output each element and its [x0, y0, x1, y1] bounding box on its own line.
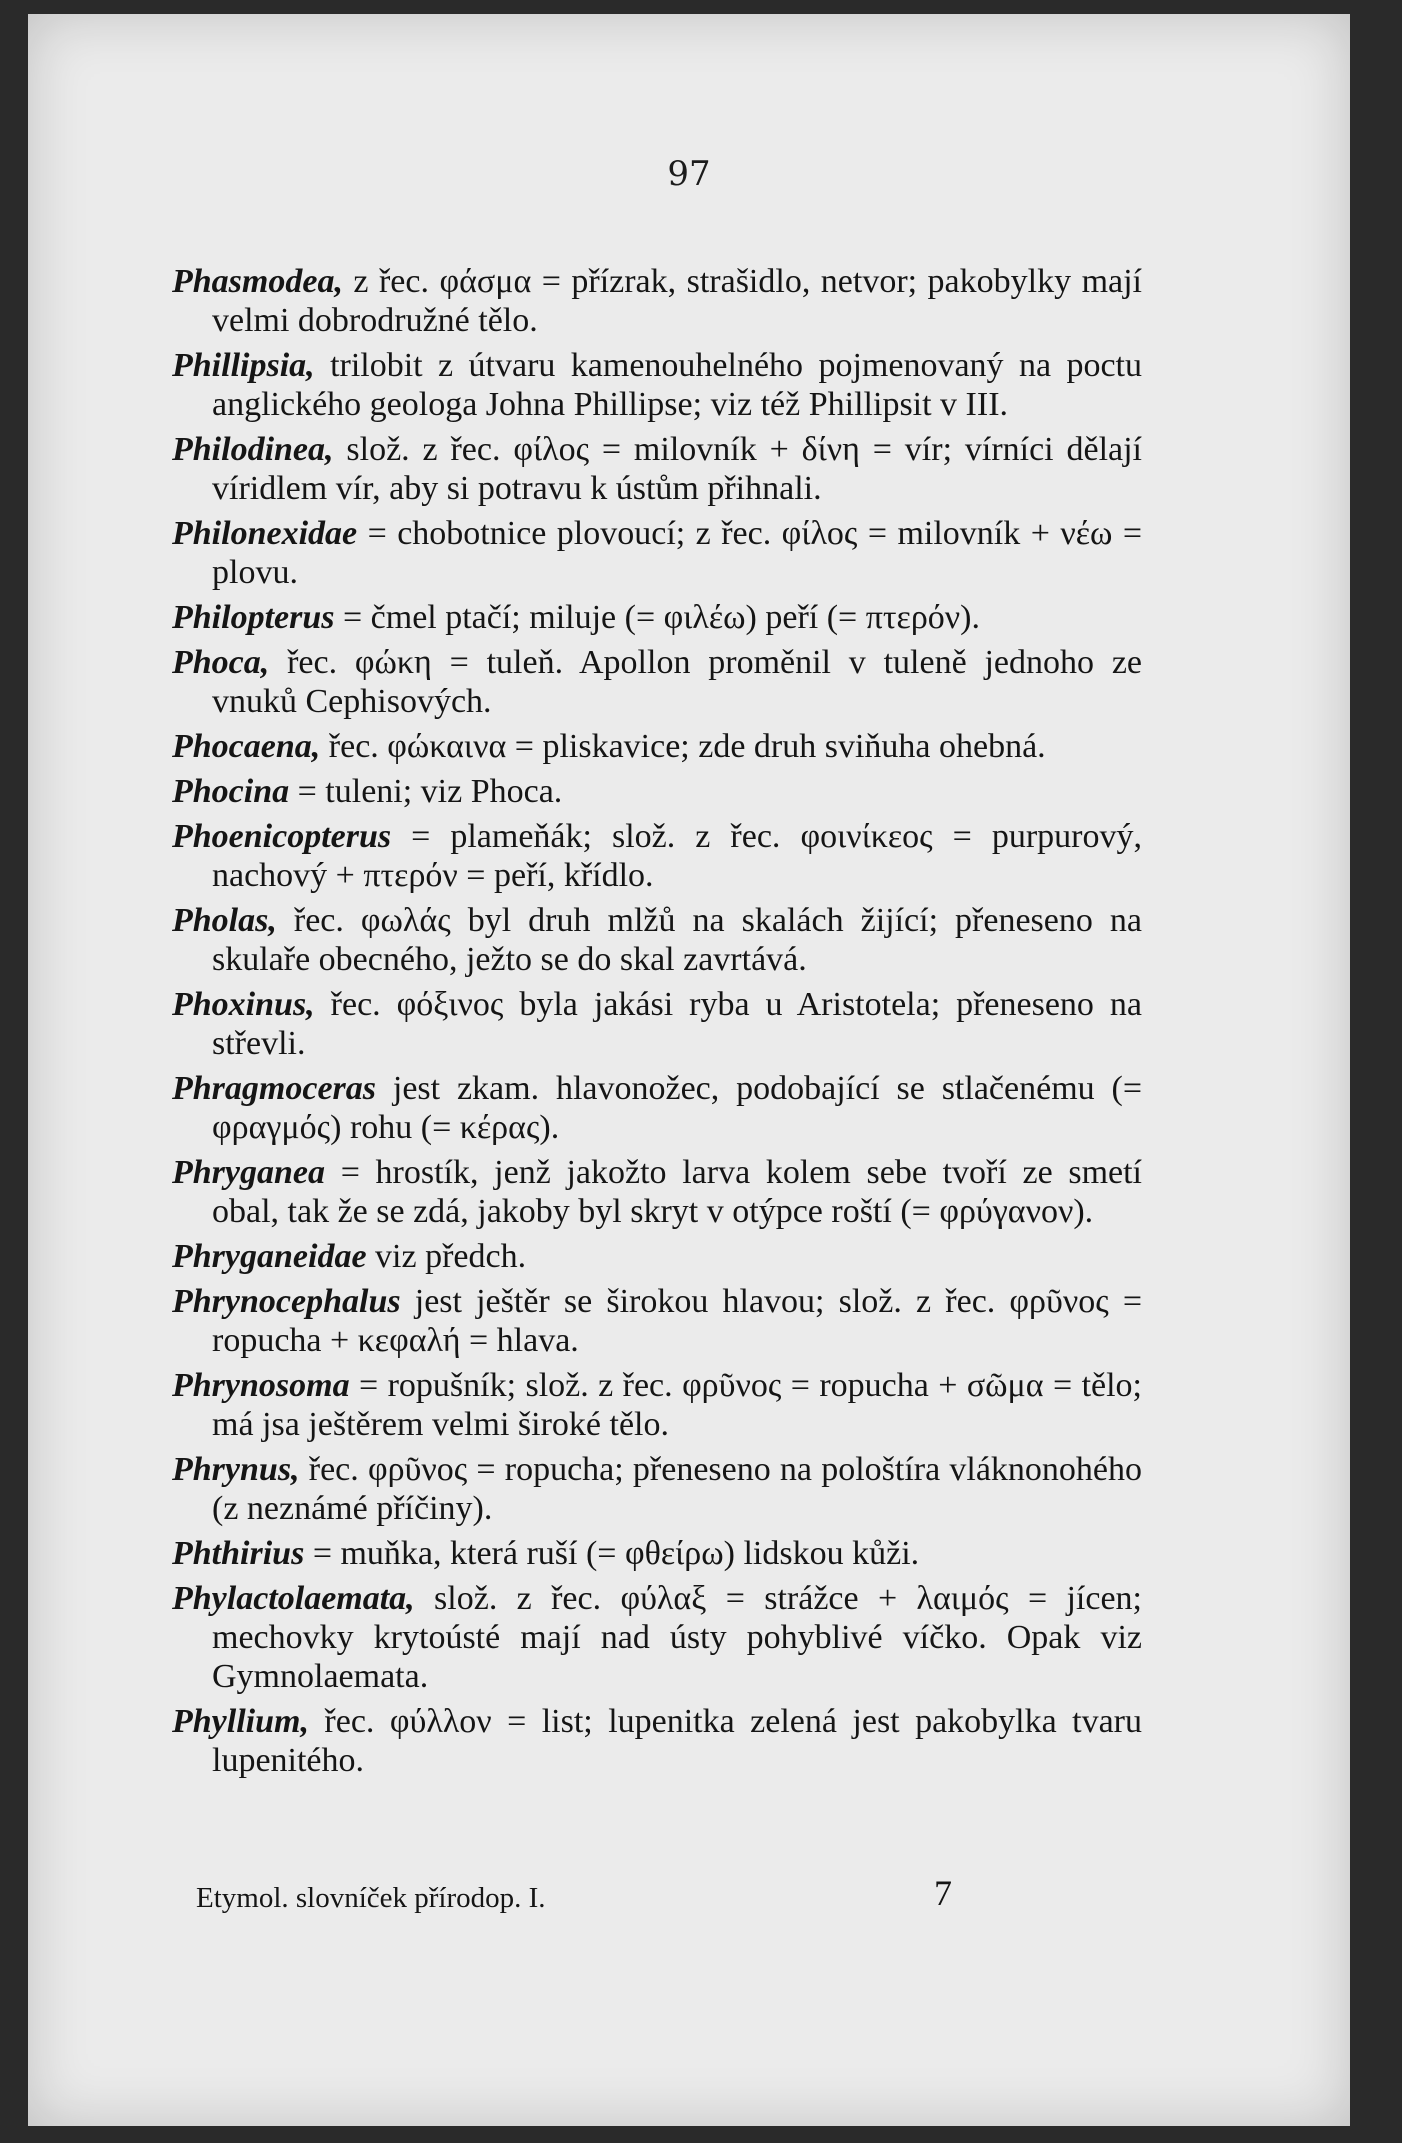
entry-headword: Phrynus,	[172, 1451, 300, 1488]
entry-text: viz předch.	[375, 1238, 527, 1275]
entry-headword: Phylactolaemata,	[172, 1580, 415, 1617]
signature-mark: 7	[934, 1873, 952, 1913]
entry-headword: Phrynocephalus	[172, 1283, 401, 1320]
entry-headword: Philodinea,	[172, 431, 334, 468]
dictionary-entry	[172, 1579, 1142, 1696]
entry-headword: Phryganea	[172, 1154, 325, 1191]
dictionary-entry	[172, 598, 1142, 637]
dictionary-entry	[172, 1534, 1142, 1573]
entry-headword: Phocina	[172, 773, 290, 810]
entry-headword: Phillipsia,	[172, 347, 315, 384]
entry-headword: Philopterus	[172, 599, 335, 636]
entry-text: řec. φόξινος byla jakási ryba u Aristotela; přeneseno na střevli.	[212, 986, 1142, 1062]
entry-headword: Phoca,	[172, 644, 270, 681]
page-number: 97	[667, 154, 711, 194]
entry-text: řec. φώκαινα = pliskavice; zde druh sviňuha ohebná.	[328, 728, 1046, 765]
dictionary-entry	[172, 817, 1142, 895]
page-footer-title: Etymol. slovníček přírodop. I.	[196, 1882, 546, 1914]
entry-headword: Phoenicopterus	[172, 818, 392, 855]
dictionary-entry	[172, 430, 1142, 508]
dictionary-entries	[172, 262, 1142, 1786]
entry-text: = hrostík, jenž jakožto larva kolem sebe tvoří ze smetí obal, tak že se zdá, jakoby byl skryt v otýpce roští (= φρύγανον).	[212, 1154, 1143, 1230]
entry-headword: Phocaena,	[172, 728, 321, 765]
dictionary-entry	[172, 1450, 1142, 1528]
entry-headword: Phryganeidae	[172, 1238, 367, 1275]
entry-text: slož. z řec. φίλος = milovník + δίνη = vír; vírníci dělají víridlem vír, aby si potravu k ústům přihnali.	[212, 431, 1143, 507]
entry-text: slož. z řec. φύλαξ = strážce + λαιμός = jícen; mechovky krytoústé mají nad ústy pohyblivé víčko. Opak viz Gymnolaemata.	[212, 1580, 1143, 1695]
entry-text: trilobit z útvaru kamenouhelného pojmenovaný na poctu anglického geologa Johna Phillipse; viz též Phillipsit v III.	[212, 347, 1143, 423]
entry-headword: Phthirius	[172, 1535, 305, 1572]
entry-text: z řec. φάσμα = přízrak, strašidlo, netvor; pakobylky mají velmi dobrodružné tělo.	[212, 263, 1142, 339]
dictionary-entry	[172, 1366, 1142, 1444]
dictionary-entry	[172, 262, 1142, 340]
entry-text: jest zkam. hlavonožec, podobající se stlačenému (= φραγμός) rohu (= κέρας).	[212, 1070, 1142, 1146]
dictionary-entry	[172, 1153, 1142, 1231]
entry-headword: Pholas,	[172, 902, 277, 939]
dictionary-entry	[172, 772, 1142, 811]
dictionary-entry	[172, 1702, 1142, 1780]
entry-headword: Phyllium,	[172, 1703, 309, 1740]
entry-text: řec. φώκη = tuleň. Apollon proměnil v tuleně jednoho ze vnuků Cephisových.	[212, 644, 1143, 720]
entry-headword: Phasmodea,	[172, 263, 343, 300]
entry-text: = chobotnice plovoucí; z řec. φίλος = milovník + νέω = plovu.	[212, 515, 1142, 591]
dictionary-entry	[172, 1069, 1142, 1147]
book-page	[28, 14, 1350, 2126]
entry-headword: Phrynosoma	[172, 1367, 350, 1404]
entry-text: = muňka, která ruší (= φθείρω) lidskou kůži.	[312, 1535, 920, 1572]
dictionary-entry	[172, 346, 1142, 424]
entry-text: jest ještěr se širokou hlavou; slož. z řec. φρῦνος = ropucha + κεφαλή = hlava.	[212, 1283, 1143, 1359]
dictionary-entry	[172, 985, 1142, 1063]
entry-text: = plameňák; slož. z řec. φοινίκεος = purpurový, nachový + πτερόν = peří, křídlo.	[212, 818, 1142, 894]
entry-text: řec. φρῦνος = ropucha; přeneseno na pološtíra vláknonohého (z neznámé příčiny).	[212, 1451, 1143, 1527]
entry-text: = čmel ptačí; miluje (= φιλέω) peří (= πτερόν).	[342, 599, 980, 636]
dictionary-entry	[172, 901, 1142, 979]
entry-text: řec. φύλλον = list; lupenitka zelená jest pakobylka tvaru lupenitého.	[212, 1703, 1143, 1779]
entry-headword: Philonexidae	[172, 515, 358, 552]
entry-text: řec. φωλάς byl druh mlžů na skalách žijící; přeneseno na skulaře obecného, ježto se do skal zavrtává.	[212, 902, 1142, 978]
dictionary-entry	[172, 727, 1142, 766]
dictionary-entry	[172, 1282, 1142, 1360]
entry-text: = ropušník; slož. z řec. φρῦνος = ropucha + σῶμα = tělo; má jsa ještěrem velmi široké tělo.	[212, 1367, 1143, 1443]
dictionary-entry	[172, 514, 1142, 592]
dictionary-entry	[172, 1237, 1142, 1276]
entry-headword: Phoxinus,	[172, 986, 315, 1023]
dictionary-entry	[172, 643, 1142, 721]
entry-headword: Phragmoceras	[172, 1070, 376, 1107]
entry-text: = tuleni; viz Phoca.	[297, 773, 563, 810]
